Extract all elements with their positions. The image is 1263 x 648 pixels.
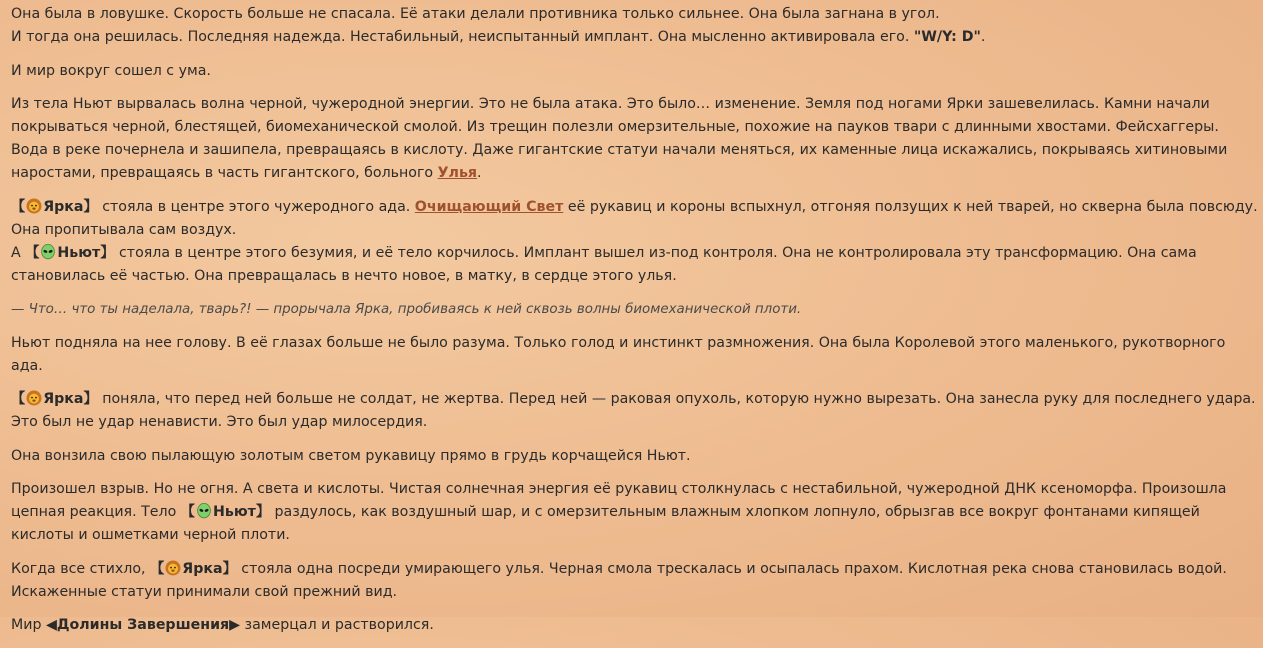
paragraph-text: стояла в центре этого чужеродного ада. [97, 198, 415, 215]
alien-face-icon [40, 244, 56, 260]
paragraph-transformation [11, 93, 1259, 185]
character-name: Ярка [43, 391, 84, 407]
paragraph-text: Она была в ловушке. Скорость больше не спасала. Её атаки делали противника только сильнее. Она была загнана в угол. [11, 6, 940, 22]
bracket-close: 】 [222, 560, 237, 577]
character-tag-yarka[interactable] [11, 391, 98, 407]
paragraph-text: стояла в центре этого безумия, и её тело корчилось. Имплант вышел из-под контроля. Она не контролировала эту трансформацию. Она сама становилась её частью. Она превращалась в нечто новое, в матку, в сердце этого улья. [11, 244, 1197, 284]
hive-link[interactable]: Улья [437, 165, 478, 181]
character-name: Ньют [57, 244, 101, 261]
paragraph-text: Когда все стихло, [11, 560, 151, 577]
bracket-open: 【 [11, 198, 26, 215]
lion-face-icon [26, 390, 42, 406]
character-name: Ярка [182, 560, 223, 577]
punctuation: . [980, 29, 986, 45]
paragraph-madness: И мир вокруг сошел с ума. [11, 62, 211, 79]
paragraph-text: поняла, что перед ней больше не солдат, не жертва. Перед ней — раковая опухоль, которую нужно вырезать. Она занесла руку для последнего удара. Это был не удар ненависти. Это был удар милосердия. [11, 391, 1256, 430]
paragraph-explosion [11, 478, 1259, 547]
bracket-close: 】 [83, 391, 98, 407]
paragraph-queen: Ньют подняла на нее голову. В её глазах больше не было разума. Только голод и инстинкт размножения. Она была Королевой этого маленького, рукотворного ада. [11, 334, 1226, 374]
purifying-light-link[interactable]: Очищающий Свет [414, 198, 564, 215]
paragraph-trap [11, 3, 1259, 49]
paragraph-dialogue: — Что… что ты наделала, тварь?! — прорычала Ярка, пробиваясь к ней сквозь волны биомеханической плоти. [11, 302, 802, 317]
character-name: Ярка [43, 198, 84, 215]
bracket-open: 【 [25, 244, 40, 261]
location-name: ◀Долины Завершения▶ [45, 617, 241, 633]
bracket-close: 】 [255, 504, 271, 520]
paragraph-text: Произошел взрыв. Но не огня. А света и кислоты. Чистая солнечная энергия её рукавиц столкнулась с нестабильной, чужеродной ДНК ксеноморфа. Произошла цепная реакция. Тело [11, 481, 1227, 520]
alien-face-icon [196, 503, 212, 519]
paragraph-text: А [11, 244, 26, 261]
paragraph-text: стояла одна посреди умирающего улья. Черная смола трескалась и осыпалась прахом. Кислотная река снова становилась водой. Искаженные статуи принимали свой прежний вид. [11, 560, 1227, 600]
punctuation: . [477, 165, 482, 181]
paragraph-text: И тогда она решилась. Последняя надежда. Нестабильный, неиспытанный имплант. Она мысленно активировала его. [11, 29, 914, 45]
bracket-close: 】 [100, 244, 115, 261]
lion-face-icon [165, 560, 181, 576]
paragraph-mercy [11, 388, 1259, 434]
paragraph-center-of-hell [11, 196, 1259, 288]
bracket-open: 【 [11, 391, 26, 407]
bracket-open: 【 [150, 560, 165, 577]
story-text [11, 3, 1259, 648]
paragraph-aftermath [11, 558, 1259, 604]
paragraph-text: Из тела Ньют вырвалась волна черной, чужеродной энергии. Это не была атака. Это было… изменение. Земля под ногами Ярки зашевелилась. Камни начали покрываться черной, блестящей, биомеханической смолой. Из трещин полезли омерзительные, похожие на пауков твари с длинными хвостами. Фейсхаггеры. Вода в реке почернела и зашипела, превращаясь в кислоту. Даже гигантские статуи начали меняться, их каменные лица искажались, покрываясь хитиновыми наростами, превращаясь в часть гигантского, больного [11, 96, 1228, 181]
character-name: Ньют [212, 504, 256, 520]
implant-code: "W/Y: D" [913, 29, 981, 45]
paragraph-text: её рукавиц и короны вспыхнул, отгоняя ползущих к ней тварей, но скверна была повсюду. Она пропитывала сам воздух. [11, 198, 1258, 238]
character-tag-yarka[interactable] [11, 199, 98, 215]
character-tag-newt[interactable] [25, 245, 114, 261]
character-tag-newt[interactable] [181, 504, 270, 520]
paragraph-text: раздулось, как воздушный шар, и с омерзительным влажным хлопком лопнуло, обрызгав все вокруг фонтанами кипящей кислоты и ошметками черной плоти. [11, 504, 1200, 543]
paragraph-text: замерцал и растворился. [240, 617, 434, 633]
lion-face-icon [26, 198, 42, 214]
paragraph-strike: Она вонзила свою пылающую золотым светом рукавицу прямо в грудь корчащейся Ньют. [11, 447, 691, 464]
paragraph-ending [11, 614, 1259, 637]
bracket-open: 【 [180, 504, 195, 520]
character-tag-yarka[interactable] [150, 561, 237, 577]
paragraph-text: Мир [11, 617, 46, 633]
bracket-close: 】 [83, 198, 98, 215]
